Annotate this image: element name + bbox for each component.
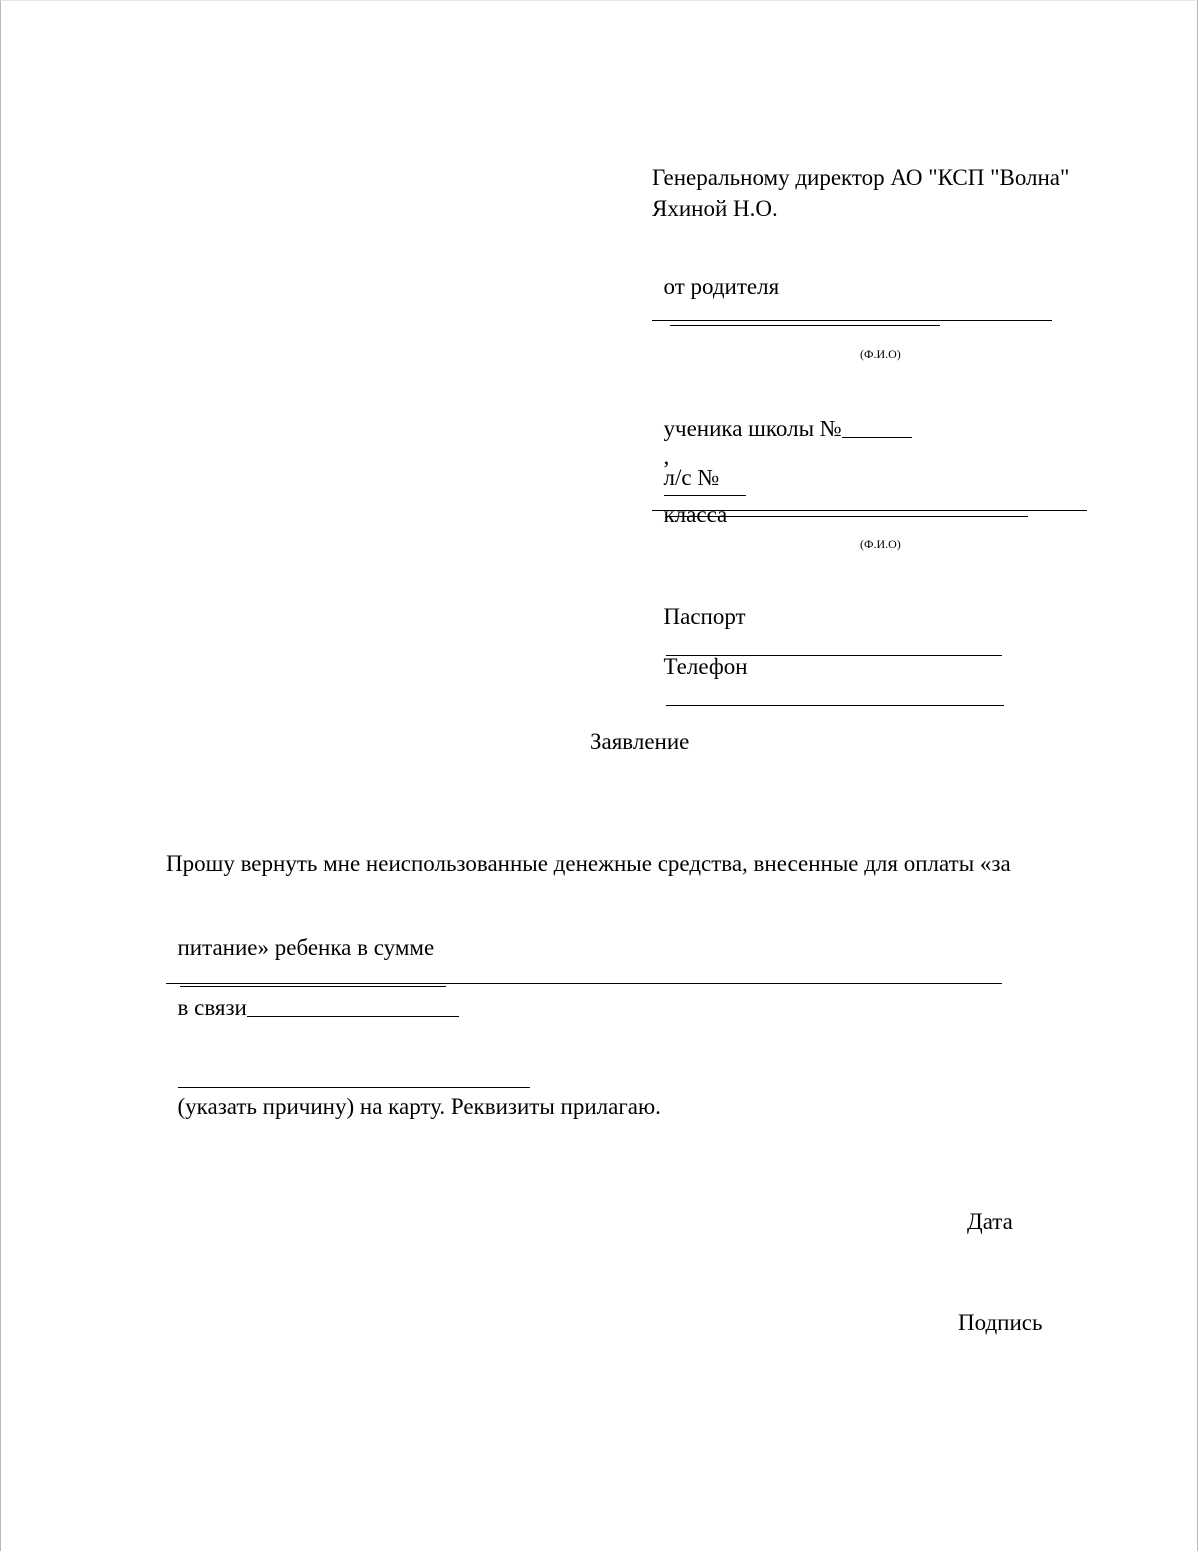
addressee-line-2: Яхиной Н.О. bbox=[652, 196, 778, 221]
student-school-label: ученика школы № bbox=[663, 416, 842, 441]
account-label: л/с № bbox=[663, 465, 720, 490]
from-parent-row bbox=[652, 245, 940, 331]
reason-blank-line-4[interactable] bbox=[178, 1065, 530, 1088]
class-label: класса bbox=[663, 502, 728, 527]
body-line-4-end: (указать причину) на карту. Реквизиты прилагаю. bbox=[177, 1094, 661, 1119]
parent-name-blank[interactable] bbox=[670, 303, 940, 326]
fio-hint-2: (Ф.И.О) bbox=[860, 537, 901, 551]
account-number-blank[interactable] bbox=[666, 494, 1028, 517]
body-line-1: Прошу вернуть мне неиспользованные денежные средства, внесенные для оплаты «за bbox=[166, 851, 1011, 876]
phone-blank[interactable] bbox=[666, 683, 1004, 706]
document-title: Заявление bbox=[590, 729, 690, 754]
date-label: Дата bbox=[967, 1209, 1013, 1234]
signature-label: Подпись bbox=[958, 1310, 1043, 1335]
parent-name-blank-2[interactable] bbox=[652, 320, 1052, 321]
comma-separator: , bbox=[663, 444, 670, 469]
account-name-blank[interactable] bbox=[652, 510, 1087, 511]
body-line-2 bbox=[166, 906, 459, 1022]
reason-blank-line-3[interactable] bbox=[166, 983, 1002, 984]
body-line-2-start: питание» ребенка в сумме bbox=[177, 935, 435, 960]
from-parent-label: от родителя bbox=[663, 274, 780, 299]
school-number-blank[interactable] bbox=[842, 415, 912, 438]
phone-row bbox=[652, 625, 1004, 711]
addressee-line-1: Генеральному директор АО "КСП "Волна" bbox=[652, 165, 1070, 190]
reason-blank[interactable] bbox=[247, 994, 459, 1017]
phone-label: Телефон bbox=[663, 654, 748, 679]
passport-label: Паспорт bbox=[663, 604, 746, 629]
fio-hint-1: (Ф.И.О) bbox=[860, 347, 901, 361]
body-line-4 bbox=[166, 1035, 661, 1121]
body-line-2-mid: в связи bbox=[177, 995, 247, 1020]
